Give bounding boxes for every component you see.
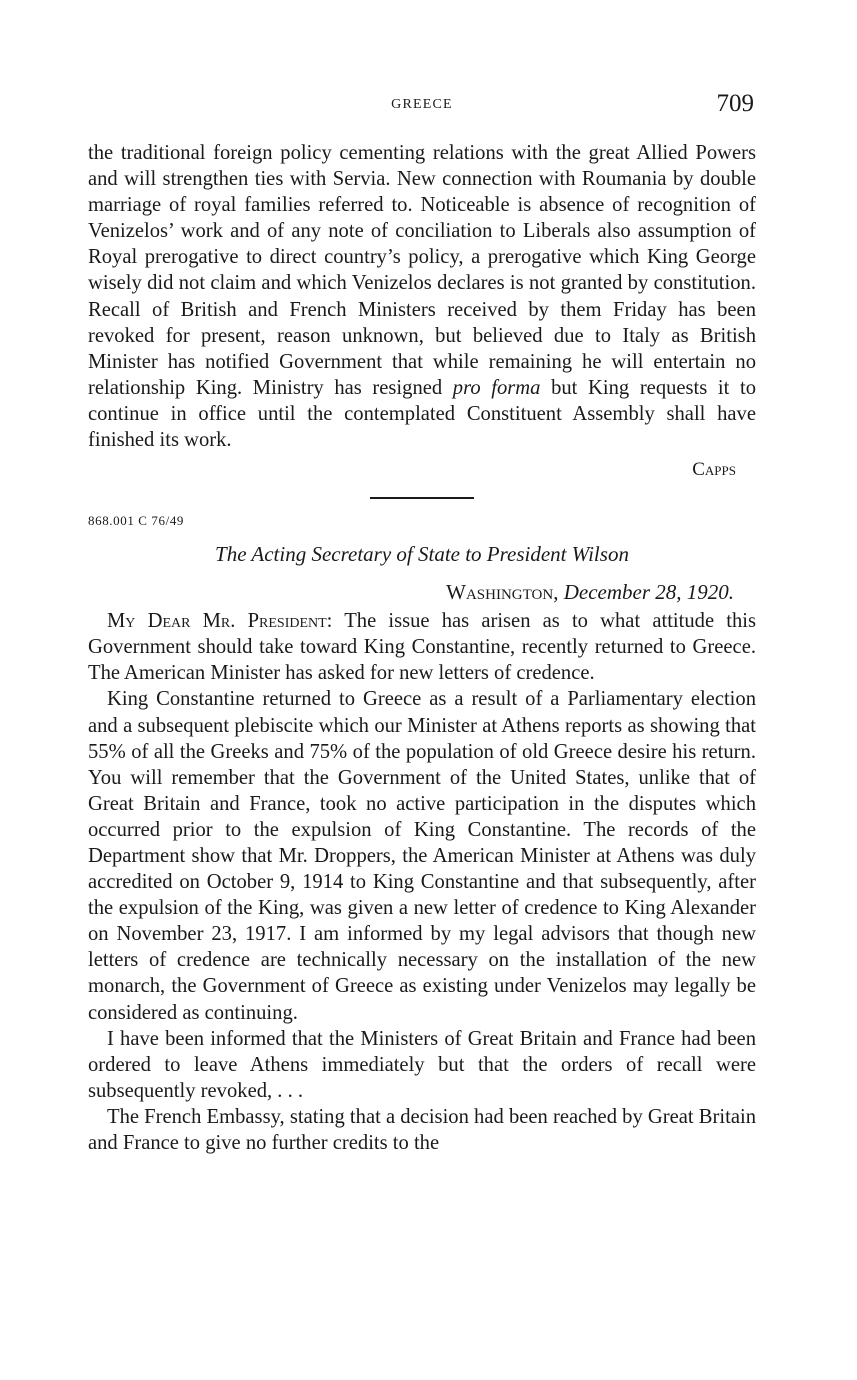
continued-telegram-paragraph	[88, 140, 756, 453]
letter-paragraph-2: King Constantine returned to Greece as a result of a Parliamentary election and a subsequent plebiscite which our Minister at Athens reports as showing that 55% of all the Greeks and 75% of the population of old Greece desire his return. You will remember that the Government of the United States, unlike that of Great Britain and France, took no active participation in the disputes which occurred prior to the expulsion of King Constantine. The records of the Department show that Mr. Droppers, the American Minister at Athens was duly accredited on October 9, 1914 to King Constantine and that subsequently, after the expulsion of the King, was given a new letter of credence to King Alexander on November 23, 1917. I am informed by my legal advisors that though new letters of credence are technically necessary on the installation of the new monarch, the Government of Greece as existing under Venizelos may legally be considered as continuing.	[88, 688, 756, 1024]
section-divider	[370, 497, 474, 499]
salutation: My Dear Mr. President:	[107, 610, 333, 633]
running-title: GREECE	[391, 97, 453, 112]
page-number: 709	[716, 90, 754, 117]
letter-paragraph-3: I have been informed that the Ministers of Great Britain and France had been ordered to leave Athens immediately but that the orders of recall were subsequently revoked, . . .	[88, 1027, 756, 1102]
dateline-date: December 28, 1920.	[563, 580, 734, 605]
paragraph-text: The issue has arisen as to what attitude this Government should take toward King Constantine, recently returned to Greece. The American Minister has asked for new letters of credence.	[88, 610, 756, 685]
running-header	[88, 88, 756, 124]
telegram-text-part-2: but King requests it to continue in office until the contemplated Constituent Assembly shall have finished its work.	[88, 376, 756, 452]
telegram-text-part-1: the traditional foreign policy cementing relations with the great Allied Powers and will strengthen ties with Servia. New connection with Roumania by double marriage of royal families referred to. Noticeable is absence of recognition of Venizelos’ work and of any note of conciliation to Liberals also assumption of Royal prerogative to direct country’s policy, a prerogative which King George wisely did not claim and which Venizelos declares is not granted by constitution. Recall of British and French Ministers received by them Friday has been revoked for present, reason unknown, but believed due to Italy as British Minister has notified Government that while remaining he will entertain no relationship King. Ministry has resigned	[88, 142, 756, 399]
file-number: 868.001 C 76/49	[88, 513, 185, 529]
document-title: The Acting Secretary of State to President Wilson	[215, 542, 629, 567]
letter-paragraph-1	[88, 608, 756, 686]
dateline-place: Washington,	[446, 580, 559, 605]
letter-paragraph-4: The French Embassy, stating that a decision had been reached by Great Britain and France to give no further credits to the	[88, 1105, 756, 1154]
italic-phrase: pro forma	[452, 376, 541, 399]
book-page	[88, 88, 756, 1156]
dateline	[88, 578, 756, 606]
telegram-signature: Capps	[692, 459, 736, 481]
